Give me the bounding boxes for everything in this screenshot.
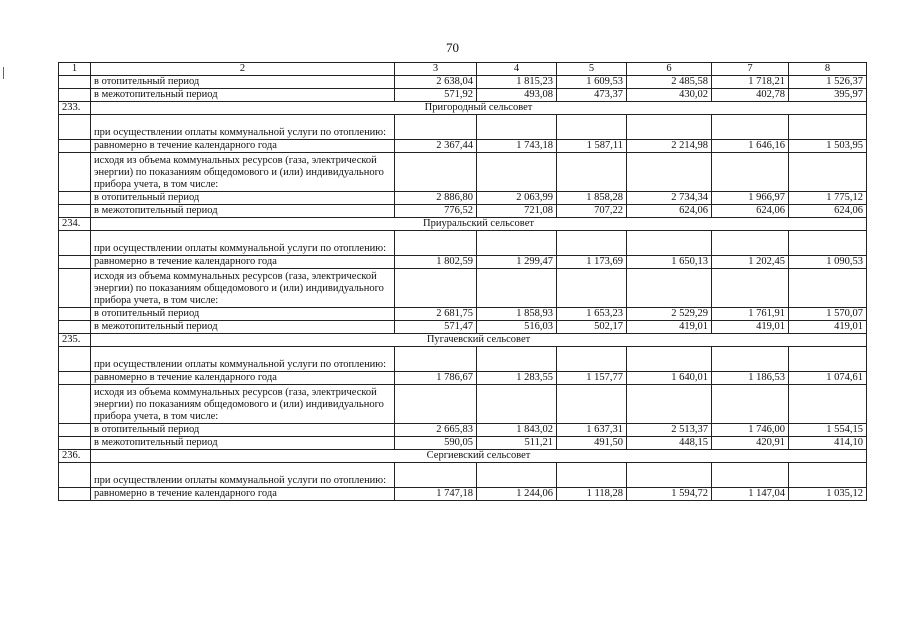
row-label: в межотопительный период — [91, 205, 395, 218]
value-cell-col6: 624,06 — [627, 205, 712, 218]
row-number-cell — [59, 488, 91, 501]
row-number-cell — [59, 437, 91, 450]
value-cell-col3: 590,05 — [395, 437, 477, 450]
row-number-cell — [59, 153, 91, 192]
value-cell-col4: 2 063,99 — [477, 192, 557, 205]
row-label: в отопительный период — [91, 76, 395, 89]
value-cell-col4: 1 843,02 — [477, 424, 557, 437]
column-header-7: 7 — [712, 63, 789, 76]
empty-value-cell — [712, 347, 789, 372]
value-cell-col5: 1 587,11 — [557, 140, 627, 153]
empty-value-cell — [712, 231, 789, 256]
empty-value-cell — [557, 153, 627, 192]
value-cell-col5: 1 118,28 — [557, 488, 627, 501]
empty-value-cell — [789, 463, 867, 488]
value-cell-col5: 1 173,69 — [557, 256, 627, 269]
empty-value-cell — [477, 153, 557, 192]
empty-value-cell — [712, 385, 789, 424]
column-header-2: 2 — [91, 63, 395, 76]
value-cell-col6: 448,15 — [627, 437, 712, 450]
value-cell-col5: 473,37 — [557, 89, 627, 102]
row-label: в межотопительный период — [91, 89, 395, 102]
section-title: Сергиевский сельсовет — [91, 450, 867, 463]
empty-value-cell — [477, 463, 557, 488]
row-number-cell — [59, 347, 91, 372]
table-row — [59, 89, 867, 102]
value-cell-col7: 1 761,91 — [712, 308, 789, 321]
empty-value-cell — [712, 115, 789, 140]
row-description: исходя из объема коммунальных ресурсов (газа, электрической энергии) по показаниям общедомового и (или) индивидуального прибора учета, в том числе: — [91, 385, 395, 424]
value-cell-col7: 624,06 — [712, 205, 789, 218]
empty-value-cell — [395, 153, 477, 192]
value-cell-col5: 502,17 — [557, 321, 627, 334]
table-row — [59, 76, 867, 89]
table-row — [59, 385, 867, 424]
value-cell-col3: 2 665,83 — [395, 424, 477, 437]
value-cell-col7: 420,91 — [712, 437, 789, 450]
row-number-cell — [59, 89, 91, 102]
value-cell-col5: 491,50 — [557, 437, 627, 450]
row-number-cell — [59, 308, 91, 321]
value-cell-col8: 1 526,37 — [789, 76, 867, 89]
empty-value-cell — [712, 153, 789, 192]
value-cell-col8: 419,01 — [789, 321, 867, 334]
value-cell-col4: 1 858,93 — [477, 308, 557, 321]
section-title: Приуральский сельсовет — [91, 218, 867, 231]
row-description: исходя из объема коммунальных ресурсов (газа, электрической энергии) по показаниям общедомового и (или) индивидуального прибора учета, в том числе: — [91, 269, 395, 308]
value-cell-col8: 1 503,95 — [789, 140, 867, 153]
section-row — [59, 334, 867, 347]
empty-value-cell — [627, 385, 712, 424]
section-number: 233. — [59, 102, 91, 115]
value-cell-col5: 707,22 — [557, 205, 627, 218]
row-number-cell — [59, 192, 91, 205]
value-cell-col7: 1 746,00 — [712, 424, 789, 437]
value-cell-col7: 419,01 — [712, 321, 789, 334]
value-cell-col4: 1 244,06 — [477, 488, 557, 501]
table-row — [59, 321, 867, 334]
empty-value-cell — [627, 463, 712, 488]
row-label: равномерно в течение календарного года — [91, 488, 395, 501]
value-cell-col8: 414,10 — [789, 437, 867, 450]
row-number-cell — [59, 269, 91, 308]
empty-value-cell — [789, 347, 867, 372]
value-cell-col3: 571,47 — [395, 321, 477, 334]
value-cell-col6: 2 529,29 — [627, 308, 712, 321]
column-header-4: 4 — [477, 63, 557, 76]
empty-value-cell — [395, 231, 477, 256]
empty-value-cell — [395, 463, 477, 488]
row-description: при осуществлении оплаты коммунальной услуги по отоплению: — [91, 347, 395, 372]
value-cell-col5: 1 157,77 — [557, 372, 627, 385]
empty-value-cell — [557, 269, 627, 308]
value-cell-col4: 1 299,47 — [477, 256, 557, 269]
value-cell-col5: 1 653,23 — [557, 308, 627, 321]
row-number-cell — [59, 256, 91, 269]
row-number-cell — [59, 205, 91, 218]
section-title: Пригородный сельсовет — [91, 102, 867, 115]
value-cell-col5: 1 637,31 — [557, 424, 627, 437]
empty-value-cell — [789, 269, 867, 308]
empty-value-cell — [477, 385, 557, 424]
value-cell-col5: 1 609,53 — [557, 76, 627, 89]
row-number-cell — [59, 372, 91, 385]
column-header-6: 6 — [627, 63, 712, 76]
value-cell-col6: 1 594,72 — [627, 488, 712, 501]
value-cell-col8: 1 090,53 — [789, 256, 867, 269]
table-row — [59, 424, 867, 437]
margin-mark — [3, 67, 4, 79]
row-number-cell — [59, 463, 91, 488]
value-cell-col7: 1 718,21 — [712, 76, 789, 89]
value-cell-col8: 1 554,15 — [789, 424, 867, 437]
value-cell-col7: 1 186,53 — [712, 372, 789, 385]
empty-value-cell — [789, 385, 867, 424]
empty-value-cell — [627, 347, 712, 372]
page-number: 70 — [446, 40, 459, 55]
empty-value-cell — [477, 347, 557, 372]
row-label: в межотопительный период — [91, 437, 395, 450]
value-cell-col7: 1 646,16 — [712, 140, 789, 153]
section-number: 234. — [59, 218, 91, 231]
value-cell-col6: 2 513,37 — [627, 424, 712, 437]
value-cell-col3: 1 747,18 — [395, 488, 477, 501]
empty-value-cell — [557, 463, 627, 488]
row-description: при осуществлении оплаты коммунальной услуги по отоплению: — [91, 115, 395, 140]
value-cell-col6: 2 214,98 — [627, 140, 712, 153]
empty-value-cell — [557, 231, 627, 256]
table-row — [59, 347, 867, 372]
value-cell-col4: 1 283,55 — [477, 372, 557, 385]
value-cell-col3: 571,92 — [395, 89, 477, 102]
value-cell-col4: 721,08 — [477, 205, 557, 218]
empty-value-cell — [395, 347, 477, 372]
section-number: 235. — [59, 334, 91, 347]
value-cell-col6: 430,02 — [627, 89, 712, 102]
row-description: при осуществлении оплаты коммунальной услуги по отоплению: — [91, 463, 395, 488]
empty-value-cell — [789, 153, 867, 192]
value-cell-col7: 1 147,04 — [712, 488, 789, 501]
empty-value-cell — [627, 269, 712, 308]
empty-value-cell — [395, 385, 477, 424]
empty-value-cell — [627, 115, 712, 140]
value-cell-col3: 776,52 — [395, 205, 477, 218]
row-description: при осуществлении оплаты коммунальной услуги по отоплению: — [91, 231, 395, 256]
row-number-cell — [59, 385, 91, 424]
value-cell-col6: 1 640,01 — [627, 372, 712, 385]
value-cell-col8: 1 570,07 — [789, 308, 867, 321]
tariff-table — [58, 62, 867, 501]
table-row — [59, 256, 867, 269]
empty-value-cell — [789, 231, 867, 256]
empty-value-cell — [477, 231, 557, 256]
row-label: равномерно в течение календарного года — [91, 256, 395, 269]
value-cell-col3: 2 638,04 — [395, 76, 477, 89]
table-row — [59, 153, 867, 192]
row-number-cell — [59, 424, 91, 437]
empty-value-cell — [627, 153, 712, 192]
value-cell-col3: 1 786,67 — [395, 372, 477, 385]
empty-value-cell — [789, 115, 867, 140]
empty-value-cell — [712, 463, 789, 488]
table-row — [59, 140, 867, 153]
value-cell-col6: 2 734,34 — [627, 192, 712, 205]
table-header-row — [59, 63, 867, 76]
value-cell-col6: 2 485,58 — [627, 76, 712, 89]
value-cell-col4: 493,08 — [477, 89, 557, 102]
table-row — [59, 308, 867, 321]
row-description: исходя из объема коммунальных ресурсов (газа, электрической энергии) по показаниям общедомового и (или) индивидуального прибора учета, в том числе: — [91, 153, 395, 192]
value-cell-col4: 1 743,18 — [477, 140, 557, 153]
column-header-1: 1 — [59, 63, 91, 76]
row-number-cell — [59, 140, 91, 153]
table-row — [59, 192, 867, 205]
row-label: в отопительный период — [91, 192, 395, 205]
value-cell-col6: 419,01 — [627, 321, 712, 334]
value-cell-col4: 511,21 — [477, 437, 557, 450]
value-cell-col8: 624,06 — [789, 205, 867, 218]
value-cell-col3: 2 886,80 — [395, 192, 477, 205]
row-number-cell — [59, 231, 91, 256]
row-label: равномерно в течение календарного года — [91, 372, 395, 385]
section-row — [59, 218, 867, 231]
value-cell-col3: 2 681,75 — [395, 308, 477, 321]
section-title: Пугачевский сельсовет — [91, 334, 867, 347]
empty-value-cell — [477, 115, 557, 140]
section-number: 236. — [59, 450, 91, 463]
table-row — [59, 205, 867, 218]
row-label: в отопительный период — [91, 308, 395, 321]
table-row — [59, 115, 867, 140]
value-cell-col3: 1 802,59 — [395, 256, 477, 269]
table-body — [59, 63, 867, 501]
value-cell-col8: 1 074,61 — [789, 372, 867, 385]
value-cell-col4: 516,03 — [477, 321, 557, 334]
row-label: равномерно в течение календарного года — [91, 140, 395, 153]
empty-value-cell — [395, 269, 477, 308]
row-number-cell — [59, 321, 91, 334]
empty-value-cell — [712, 269, 789, 308]
row-label: в отопительный период — [91, 424, 395, 437]
section-row — [59, 102, 867, 115]
row-number-cell — [59, 115, 91, 140]
table-row — [59, 463, 867, 488]
value-cell-col7: 402,78 — [712, 89, 789, 102]
value-cell-col7: 1 202,45 — [712, 256, 789, 269]
value-cell-col8: 1 775,12 — [789, 192, 867, 205]
table-row — [59, 437, 867, 450]
empty-value-cell — [557, 347, 627, 372]
column-header-3: 3 — [395, 63, 477, 76]
row-label: в межотопительный период — [91, 321, 395, 334]
value-cell-col7: 1 966,97 — [712, 192, 789, 205]
value-cell-col8: 1 035,12 — [789, 488, 867, 501]
table-row — [59, 269, 867, 308]
column-header-5: 5 — [557, 63, 627, 76]
value-cell-col6: 1 650,13 — [627, 256, 712, 269]
empty-value-cell — [557, 115, 627, 140]
table-row — [59, 231, 867, 256]
value-cell-col3: 2 367,44 — [395, 140, 477, 153]
empty-value-cell — [477, 269, 557, 308]
table-row — [59, 372, 867, 385]
table-row — [59, 488, 867, 501]
column-header-8: 8 — [789, 63, 867, 76]
empty-value-cell — [557, 385, 627, 424]
empty-value-cell — [395, 115, 477, 140]
value-cell-col8: 395,97 — [789, 89, 867, 102]
value-cell-col4: 1 815,23 — [477, 76, 557, 89]
section-row — [59, 450, 867, 463]
row-number-cell — [59, 76, 91, 89]
empty-value-cell — [627, 231, 712, 256]
value-cell-col5: 1 858,28 — [557, 192, 627, 205]
